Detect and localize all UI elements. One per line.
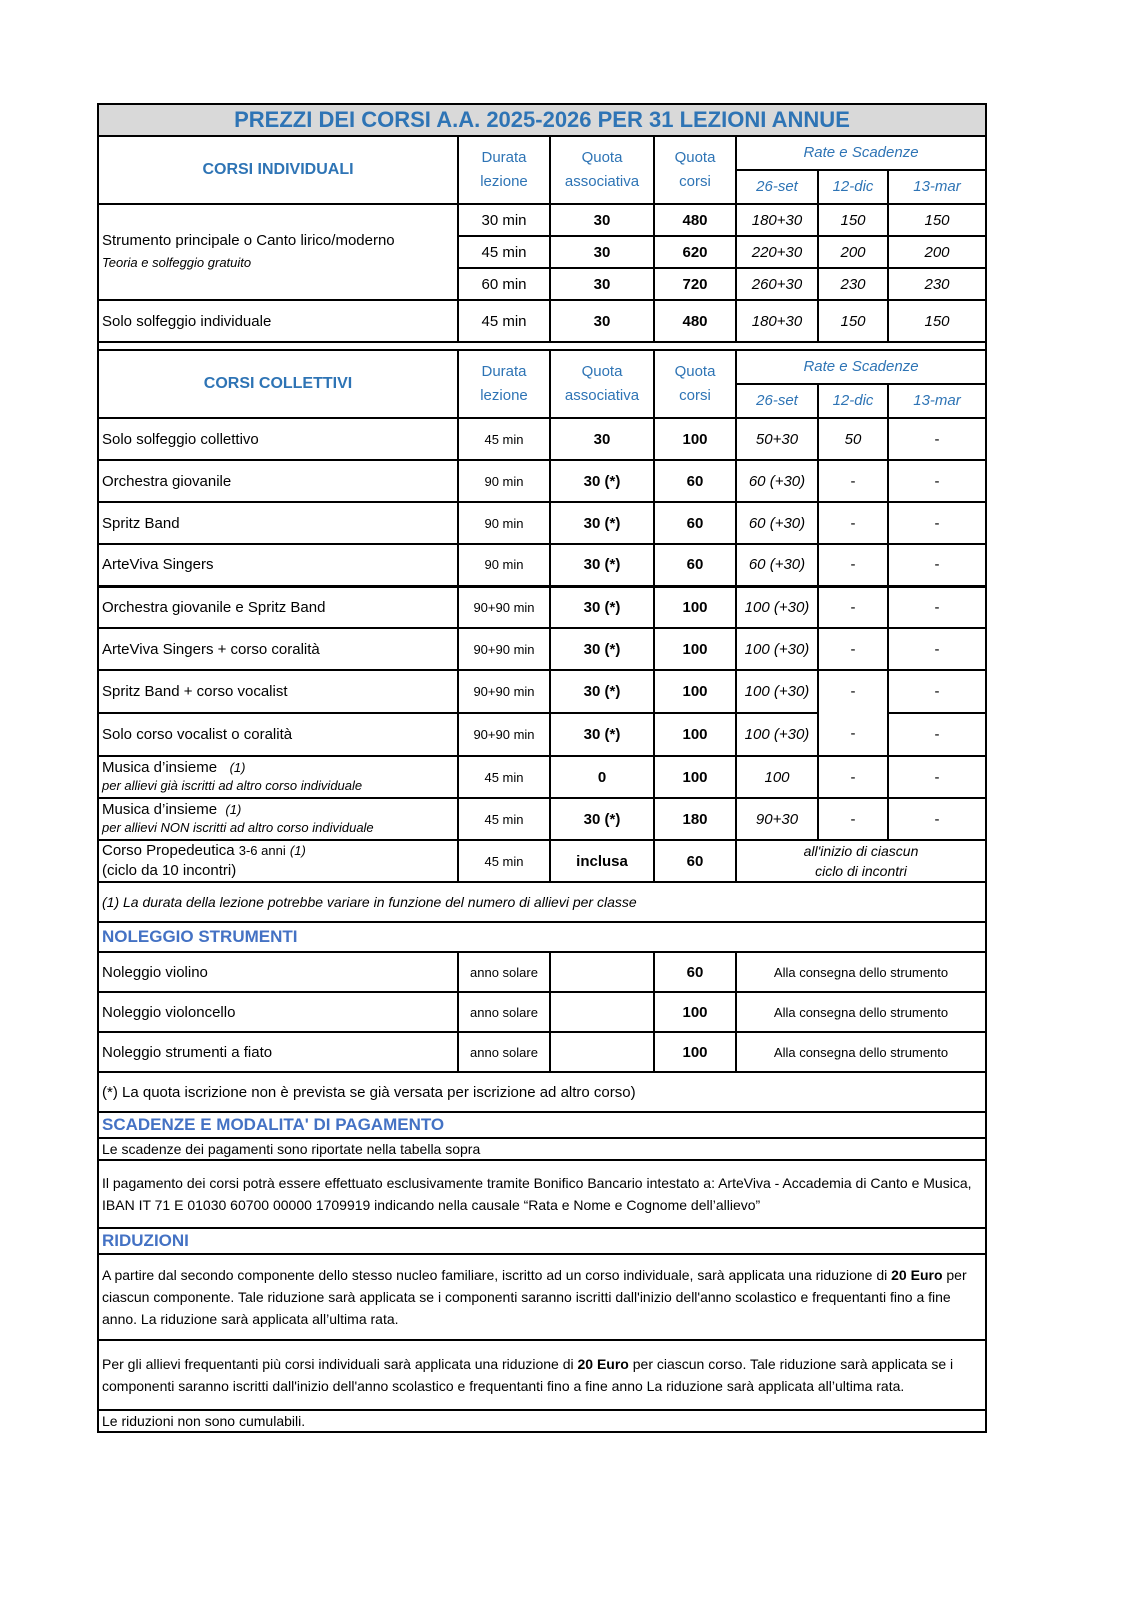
- table-row: [98, 1032, 986, 1072]
- row-label: Spritz Band + corso vocalist: [98, 670, 458, 713]
- rate-cell: 60 (+30): [736, 502, 818, 544]
- when-cell: Alla consegna dello strumento: [736, 1032, 986, 1072]
- rate-cell: -: [888, 756, 986, 798]
- price-cell: 100: [654, 992, 736, 1032]
- payment-paragraph: Il pagamento dei corsi potrà essere effettuato esclusivamente tramite Bonifico Bancario intestato a: ArteViva - Accademia di Canto e Musica, IBAN IT 71 E 01030 60700 00000 1709919 indicando nella causale “Rata e Nome e Cognome dell’allievo”: [98, 1160, 986, 1228]
- rate-cell: -: [888, 544, 986, 586]
- strumento-cell: [98, 204, 458, 300]
- table-row: [98, 300, 986, 342]
- table-row: [98, 798, 986, 840]
- rate-cell: 60 (+30): [736, 544, 818, 586]
- durata-cell: 90 min: [458, 502, 550, 544]
- quota-corsi-header: Quota corsi: [654, 350, 736, 418]
- table-row: [98, 756, 986, 798]
- rate-cell: 180+30: [736, 300, 818, 342]
- durata-cell: 45 min: [458, 300, 550, 342]
- row-label: Orchestra giovanile: [98, 460, 458, 502]
- corsi-cell: 620: [654, 236, 736, 268]
- table-row: [98, 670, 986, 713]
- durata-cell: 90+90 min: [458, 586, 550, 628]
- table-row: [98, 544, 986, 586]
- assoc-cell: 30: [550, 268, 654, 300]
- table-row: [98, 204, 986, 236]
- row-sub: per allievi NON iscritti ad altro corso individuale: [102, 820, 374, 835]
- table-row: [98, 952, 986, 992]
- individual-section-header: CORSI INDIVIDUALI: [98, 136, 458, 204]
- row-label: Noleggio violoncello: [98, 992, 458, 1032]
- reduction-text: Per gli allievi frequentanti più corsi individuali sarà applicata una riduzione di: [102, 1356, 578, 1372]
- reduction-amount: 20 Euro: [577, 1356, 629, 1372]
- date-header: 12-dic: [818, 170, 888, 204]
- row-sub: per allievi già iscritti ad altro corso individuale: [102, 778, 363, 793]
- durata-cell: 90 min: [458, 544, 550, 586]
- when-cell: Alla consegna dello strumento: [736, 992, 986, 1032]
- rate-cell: 100 (+30): [736, 670, 818, 713]
- assoc-cell: 30: [550, 418, 654, 460]
- rate-cell: -: [888, 460, 986, 502]
- rate-cell: -: [888, 586, 986, 628]
- date-header: 13-mar: [888, 170, 986, 204]
- footnote-mark: (1): [225, 802, 242, 817]
- rate-cell: -: [818, 544, 888, 586]
- row-label: Noleggio strumenti a fiato: [98, 1032, 458, 1072]
- assoc-cell: 30 (*): [550, 670, 654, 713]
- payment-line: Le scadenze dei pagamenti sono riportate nella tabella sopra: [98, 1138, 986, 1160]
- row-label: Solo corso vocalist o coralità: [98, 713, 458, 756]
- rate-cell: 150: [818, 204, 888, 236]
- payment-title: SCADENZE E MODALITA' DI PAGAMENTO: [98, 1112, 986, 1138]
- rate-cell-merged: [818, 670, 888, 756]
- durata-cell: 90 min: [458, 460, 550, 502]
- rate-cell: -: [888, 628, 986, 670]
- durata-cell: 45 min: [458, 798, 550, 840]
- assoc-cell: 30 (*): [550, 586, 654, 628]
- rate-cell: 90+30: [736, 798, 818, 840]
- row-label: Noleggio violino: [98, 952, 458, 992]
- quota-associativa-header: Quota associativa: [550, 136, 654, 204]
- rate-cell: 260+30: [736, 268, 818, 300]
- rate-cell: 150: [818, 300, 888, 342]
- empty-cell: [550, 1032, 654, 1072]
- page-title: PREZZI DEI CORSI A.A. 2025-2026 PER 31 LEZIONI ANNUE: [98, 104, 986, 136]
- rate-cell: 200: [818, 236, 888, 268]
- table-row: [98, 840, 986, 882]
- reductions-title: RIDUZIONI: [98, 1228, 986, 1254]
- durata-header: Durata lezione: [458, 350, 550, 418]
- empty-cell: [550, 992, 654, 1032]
- corsi-cell: 100: [654, 670, 736, 713]
- rate-cell: -: [888, 713, 986, 756]
- footnote: (1) La durata della lezione potrebbe variare in funzione del numero di allievi per classe: [98, 882, 986, 922]
- assoc-cell: 30 (*): [550, 628, 654, 670]
- rate-cell: -: [818, 586, 888, 628]
- strumento-label: Strumento principale o Canto lirico/moderno: [102, 232, 395, 249]
- corsi-cell: 480: [654, 204, 736, 236]
- corsi-cell: 100: [654, 418, 736, 460]
- footnote-mark: (1): [289, 843, 306, 858]
- collective-section-header: CORSI COLLETTIVI: [98, 350, 458, 418]
- rate-cell: 220+30: [736, 236, 818, 268]
- row-label: ArteViva Singers: [98, 544, 458, 586]
- rental-title: NOLEGGIO STRUMENTI: [98, 922, 986, 952]
- rate-header: Rate e Scadenze: [736, 350, 986, 384]
- rate-cell: 100 (+30): [736, 628, 818, 670]
- rate-cell: 150: [888, 300, 986, 342]
- corsi-cell: 100: [654, 713, 736, 756]
- rate-line: ciclo di incontri: [815, 863, 907, 879]
- row-label: Corso Propedeutica: [102, 842, 235, 859]
- date-header: 26-set: [736, 170, 818, 204]
- period-cell: anno solare: [458, 1032, 550, 1072]
- empty-cell: [550, 952, 654, 992]
- row-label: Solo solfeggio collettivo: [98, 418, 458, 460]
- corsi-cell: 60: [654, 502, 736, 544]
- rate-cell: -: [888, 418, 986, 460]
- rate-cell: 100 (+30): [736, 586, 818, 628]
- rate-cell: -: [888, 670, 986, 713]
- rate-cell: -: [888, 798, 986, 840]
- price-sheet: [97, 103, 985, 1433]
- durata-cell: 90+90 min: [458, 670, 550, 713]
- assoc-cell: 30 (*): [550, 502, 654, 544]
- rate-cell: -: [888, 502, 986, 544]
- reduction-paragraph: [98, 1254, 986, 1340]
- rental-note: (*) La quota iscrizione non è prevista se già versata per iscrizione ad altro corso): [98, 1072, 986, 1112]
- corsi-cell: 100: [654, 628, 736, 670]
- corsi-cell: 100: [654, 586, 736, 628]
- date-header: 12-dic: [818, 384, 888, 418]
- when-cell: Alla consegna dello strumento: [736, 952, 986, 992]
- date-header: 13-mar: [888, 384, 986, 418]
- reduction-note: Le riduzioni non sono cumulabili.: [98, 1410, 986, 1432]
- reduction-paragraph: [98, 1340, 986, 1410]
- corsi-cell: 180: [654, 798, 736, 840]
- assoc-cell: 30 (*): [550, 798, 654, 840]
- period-cell: anno solare: [458, 992, 550, 1032]
- rate-cell: 180+30: [736, 204, 818, 236]
- durata-cell: 30 min: [458, 204, 550, 236]
- table-row: [98, 586, 986, 628]
- rate-line: all'inizio di ciascun: [803, 843, 919, 859]
- assoc-cell: 30 (*): [550, 460, 654, 502]
- corsi-cell: 60: [654, 544, 736, 586]
- durata-cell: 45 min: [458, 840, 550, 882]
- table-row: [98, 502, 986, 544]
- price-cell: 60: [654, 952, 736, 992]
- rate-cell: -: [818, 628, 888, 670]
- corsi-cell: 480: [654, 300, 736, 342]
- age-range: 3-6 anni: [238, 843, 286, 858]
- rate-cell: 50+30: [736, 418, 818, 460]
- rate-cell: -: [818, 502, 888, 544]
- price-cell: 100: [654, 1032, 736, 1072]
- assoc-cell: 30 (*): [550, 544, 654, 586]
- row-label: Musica d’insieme: [102, 801, 218, 818]
- assoc-cell: 30: [550, 300, 654, 342]
- durata-cell: 45 min: [458, 236, 550, 268]
- assoc-cell: 0: [550, 756, 654, 798]
- rate-cell: 60 (+30): [736, 460, 818, 502]
- rate-dash: -: [850, 725, 856, 742]
- strumento-sub: Teoria e solfeggio gratuito: [102, 255, 252, 270]
- date-header: 26-set: [736, 384, 818, 418]
- price-table: [97, 103, 987, 1433]
- durata-cell: 45 min: [458, 756, 550, 798]
- durata-cell: 90+90 min: [458, 628, 550, 670]
- durata-header: Durata lezione: [458, 136, 550, 204]
- rate-cell: 50: [818, 418, 888, 460]
- rate-cell: -: [818, 756, 888, 798]
- rate-cell: 150: [888, 204, 986, 236]
- assoc-cell: inclusa: [550, 840, 654, 882]
- rate-header: Rate e Scadenze: [736, 136, 986, 170]
- reduction-text: per ciascun corso. Tale riduzione sarà applicata se i componenti saranno iscritti dall'inizio dell'anno scolastico e frequentanti fino a fine anno La riduzione sarà applicata all’ultima rata.: [102, 1356, 954, 1394]
- rate-cell: 200: [888, 236, 986, 268]
- rate-dash: -: [850, 683, 856, 700]
- insieme-cell: [98, 756, 458, 798]
- reduction-amount: 20 Euro: [891, 1267, 943, 1283]
- corsi-cell: 720: [654, 268, 736, 300]
- durata-cell: 90+90 min: [458, 713, 550, 756]
- rate-cell: -: [818, 460, 888, 502]
- table-row: [98, 992, 986, 1032]
- table-row: [98, 418, 986, 460]
- corsi-cell: 60: [654, 460, 736, 502]
- durata-cell: 45 min: [458, 418, 550, 460]
- insieme-cell: [98, 798, 458, 840]
- propedeutica-rate: [736, 840, 986, 882]
- rate-cell: 230: [888, 268, 986, 300]
- period-cell: anno solare: [458, 952, 550, 992]
- rate-cell: 100 (+30): [736, 713, 818, 756]
- propedeutica-cell: [98, 840, 458, 882]
- quota-associativa-header: Quota associativa: [550, 350, 654, 418]
- durata-cell: 60 min: [458, 268, 550, 300]
- reduction-text: A partire dal secondo componente dello stesso nucleo familiare, iscritto ad un corso individuale, sarà applicata una riduzione di: [102, 1267, 892, 1283]
- row-label: Musica d’insieme: [102, 759, 218, 776]
- table-row: [98, 628, 986, 670]
- row-label: ArteViva Singers + corso coralità: [98, 628, 458, 670]
- reduction-text: per ciascun componente. Tale riduzione sarà applicata se i componenti saranno iscritti dall'inizio dell'anno scolastico e frequentanti fino a fine anno. La riduzione sarà applicata all’ultima rata.: [102, 1267, 967, 1327]
- quota-corsi-header: Quota corsi: [654, 136, 736, 204]
- assoc-cell: 30 (*): [550, 713, 654, 756]
- rate-cell: -: [818, 798, 888, 840]
- corsi-cell: 100: [654, 756, 736, 798]
- corsi-cell: 60: [654, 840, 736, 882]
- row-label: Orchestra giovanile e Spritz Band: [98, 586, 458, 628]
- rate-cell: 100: [736, 756, 818, 798]
- assoc-cell: 30: [550, 204, 654, 236]
- row-label: Spritz Band: [98, 502, 458, 544]
- row-sub: (ciclo da 10 incontri): [102, 862, 237, 879]
- row-label: Solo solfeggio individuale: [98, 300, 458, 342]
- footnote-mark: (1): [229, 760, 246, 775]
- assoc-cell: 30: [550, 236, 654, 268]
- rate-cell: 230: [818, 268, 888, 300]
- table-row: [98, 460, 986, 502]
